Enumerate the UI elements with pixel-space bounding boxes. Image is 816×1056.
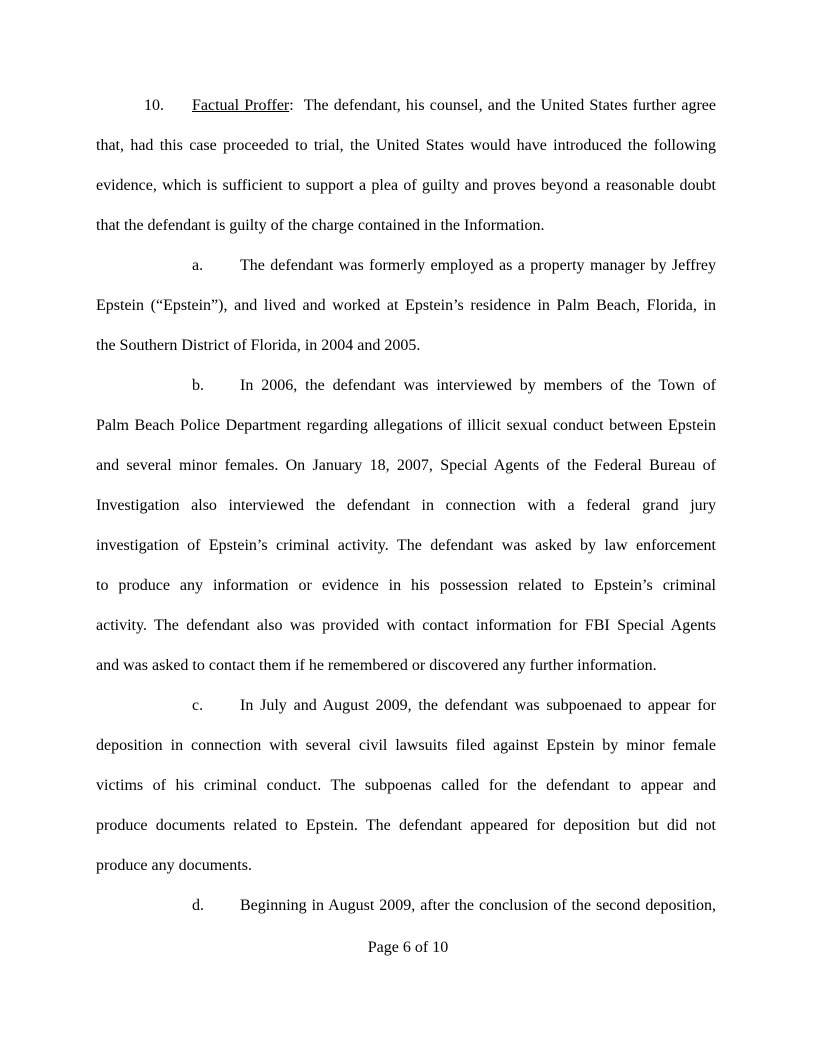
paragraph-line: investigation of Epstein’s criminal activity. The defendant was asked by law enforcement [96, 537, 716, 554]
paragraph-d-first-line [96, 896, 716, 916]
section-heading-rest: The defendant, his counsel, and the United States further agree [303, 97, 717, 114]
section-line: that, had this case proceeded to trial, the United States would have introduced the following [96, 137, 716, 154]
section-line: that the defendant is guilty of the charge contained in the Information. [96, 217, 545, 234]
paragraph-label: b. [192, 377, 204, 394]
paragraph-line: activity. The defendant also was provided with contact information for FBI Special Agents [96, 617, 716, 634]
paragraph-first-text: The defendant was formerly employed as a property manager by Jeffrey [240, 257, 716, 274]
paragraph-label: a. [192, 257, 204, 274]
paragraph-line: produce any documents. [96, 857, 252, 874]
paragraph-line: victims of his criminal conduct. The subpoenas called for the defendant to appear and [96, 777, 716, 794]
paragraph-line: Investigation also interviewed the defendant in connection with a federal grand jury [96, 497, 716, 514]
section-heading-colon: : [289, 97, 294, 114]
paragraph-line: Palm Beach Police Department regarding allegations of illicit sexual conduct between Epstein [96, 417, 716, 434]
paragraph-line: produce documents related to Epstein. The defendant appeared for deposition but did not [96, 817, 716, 834]
paragraph-first-text: Beginning in August 2009, after the conclusion of the second deposition, [240, 897, 716, 914]
section-line: evidence, which is sufficient to support a plea of guilty and proves beyond a reasonable doubt [96, 177, 716, 194]
paragraph-first-text: In 2006, the defendant was interviewed by members of the Town of [240, 377, 716, 394]
paragraph-a-first-line [96, 256, 716, 276]
page-number-footer: Page 6 of 10 [367, 939, 449, 956]
section-heading-line [96, 96, 716, 116]
section-heading-text [192, 96, 716, 116]
section-heading-title: Factual Proffer [192, 97, 290, 114]
paragraph-line: the Southern District of Florida, in 2004 and 2005. [96, 337, 421, 354]
paragraph-first-text: In July and August 2009, the defendant was subpoenaed to appear for [240, 697, 716, 714]
section-number: 10. [144, 97, 164, 114]
paragraph-line: to produce any information or evidence in his possession related to Epstein’s criminal [96, 577, 716, 594]
paragraph-line: and was asked to contact them if he remembered or discovered any further information. [96, 657, 657, 674]
paragraph-label: c. [192, 697, 204, 714]
paragraph-c-first-line [96, 696, 716, 716]
paragraph-label: d. [192, 897, 204, 914]
paragraph-b-first-line [96, 376, 716, 396]
paragraph-line: and several minor females. On January 18, 2007, Special Agents of the Federal Bureau of [96, 457, 716, 474]
paragraph-line: Epstein (“Epstein”), and lived and worked at Epstein’s residence in Palm Beach, Florida, in [96, 297, 716, 314]
paragraph-line: deposition in connection with several civil lawsuits filed against Epstein by minor female [96, 737, 716, 754]
